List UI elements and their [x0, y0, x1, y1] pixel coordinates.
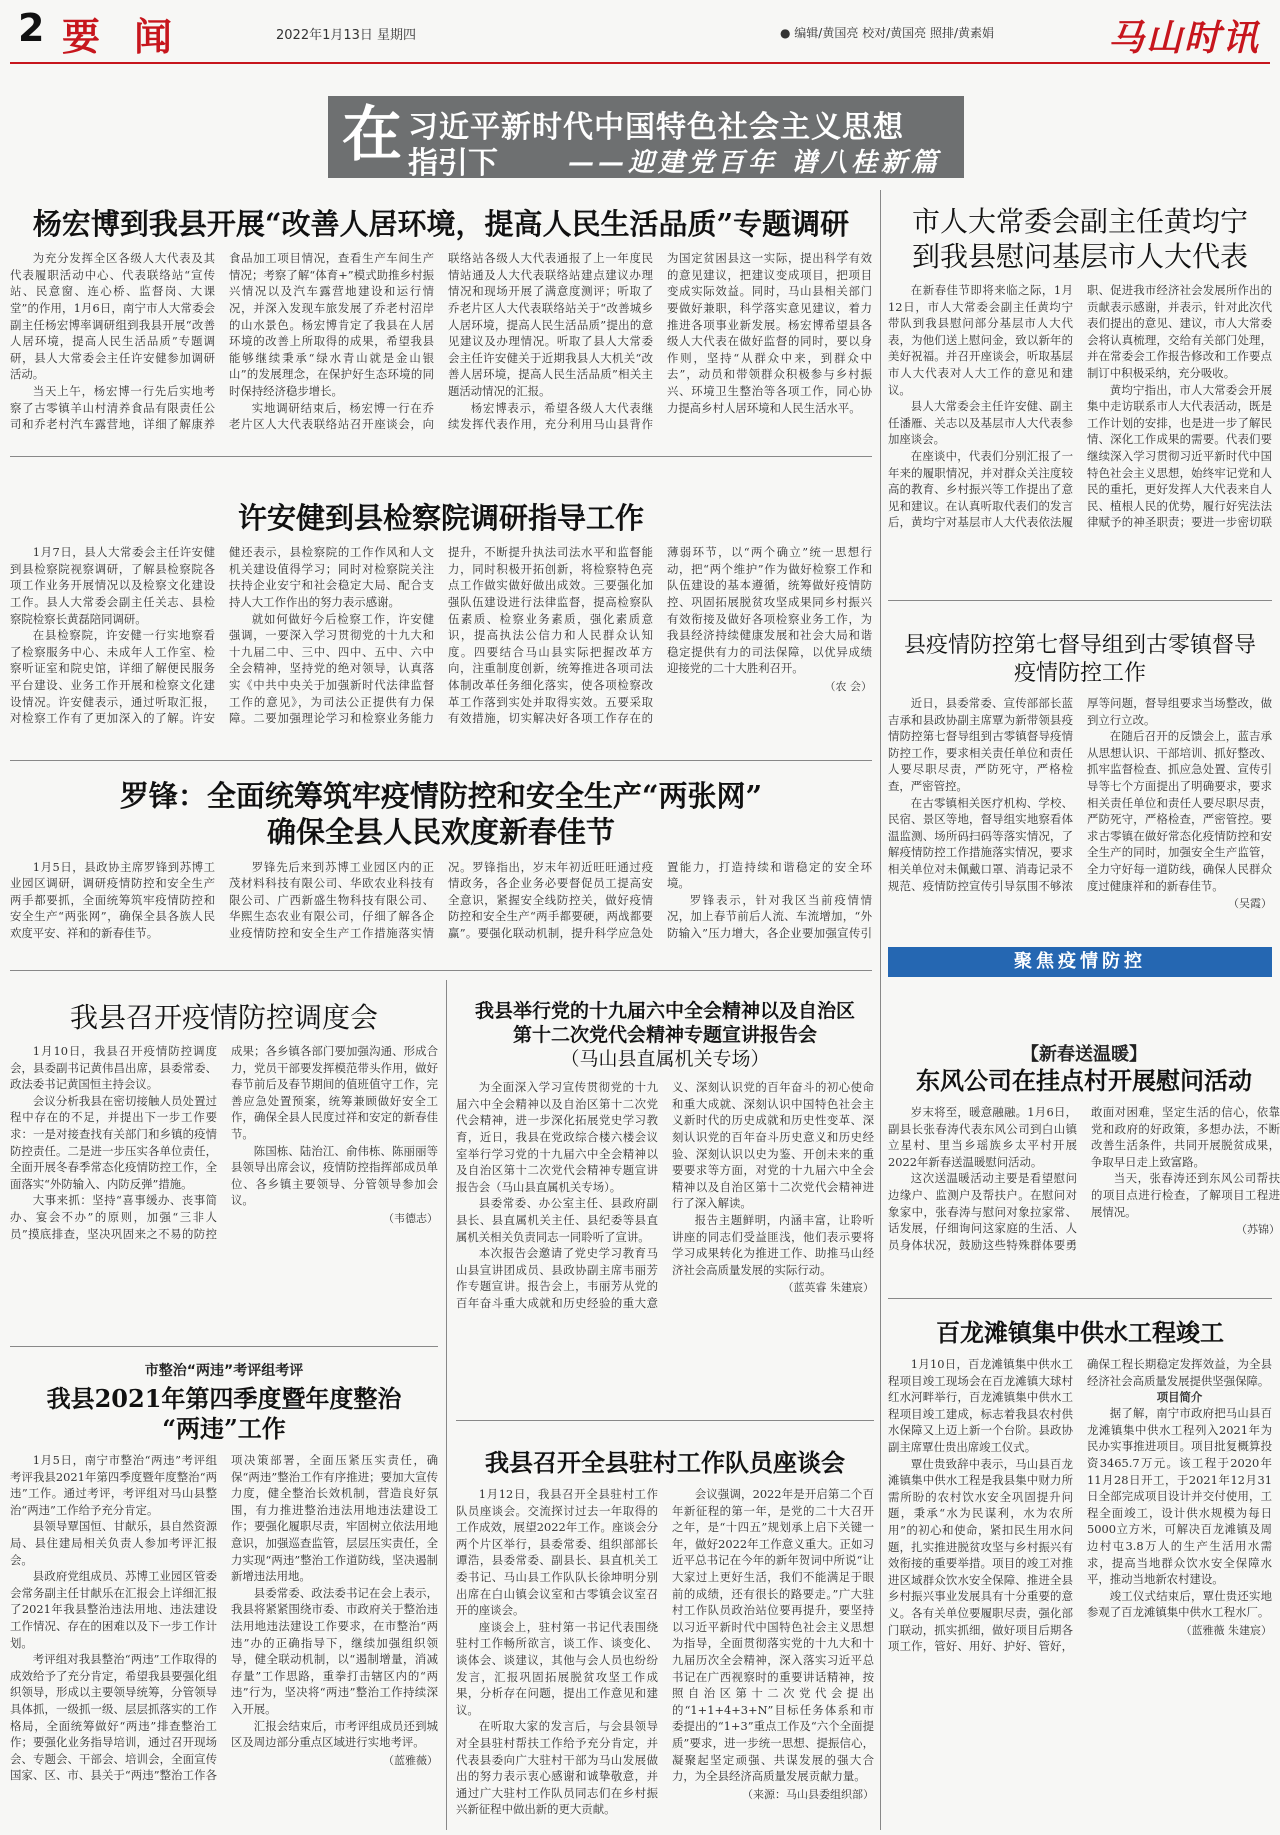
paragraph: 汇报会结束后，市考评组成员还到城区及周边部分重点区域进行实地考评。: [231, 1718, 438, 1750]
article-huang-junning: [888, 204, 1272, 538]
article-body: [888, 1104, 1280, 1282]
article-epidemic-meeting: [10, 1000, 438, 1336]
article-kicker: 【新春送温暖】: [1021, 1044, 1147, 1065]
paragraph: 杨宏博表示，希望各级人大代表继续发挥代表作用，充分利用马山县背作为国定贫困县这一实际，提出科学有效的意见建议，把建议变成项目，把项目变成实际效益。同时，马山县相关部门要做好兼职，科学落实意见建议，着力推进各项事业新发展。杨宏博希望县各级人大代表在做好监督的同时，要以身作则，坚持“从群众中来，到群众中去”，动员和带领群众积极参与乡村振兴、环境卫生整治等各项工作，同心协力提高乡村人居环境和人民生活水平。: [448, 251, 872, 432]
section-title: 要闻: [62, 15, 207, 59]
paragraph: 竣工仪式结束后，覃仕贵还实地参观了百龙滩镇集中供水工程水厂。: [1087, 1588, 1272, 1620]
paragraph: 岁末将至，暖意融融。1月6日，副县长张春涛代表东风公司到白山镇立星村、里当乡瑶族乡太平村开展2022年新春送温暖慰问活动。: [888, 1105, 1077, 1169]
article-body: [10, 859, 872, 955]
paragraph: 本次报告会邀请了党史学习教育马山县宣讲团成员、县政协副主席韦丽芳作专题宣讲。报告会上，韦丽芳从党的百年奋斗重大成就和历史经验的重大意义、深刻认识党的百年奋斗的初心使命和重大成就、深刻认识中国特色社会主义新时代的历史成就和历史性变革、深刻认识党的百年奋斗历史意义和历史经验、深刻认识以史为鉴、开创未来的重要要求等方面，对党的十九届六中全会精神以及自治区第十二次党代会精神进行了深入解读。: [456, 1080, 874, 1310]
article-body: [888, 1356, 1272, 1824]
article-headline: 市人大常委会副主任黄均宁: [911, 205, 1248, 238]
divider: [10, 1346, 438, 1347]
paragraph: 罗锋表示，针对我区当前疫情情况，加上春节前后人流、车流增加，“外防输入”压力增大，各企业要加强宣传引: [667, 892, 872, 940]
paragraph: 在县检察院，许安健一行实地察看了检察服务中心、未成年人工作室、检察听证室和院史馆，详细了解便民服务平台建设、业务工作开展和检察文化建设情况。许安健表示，通过听取汇报，对检察工作有了更加深入的了解。许安健还表示，县检察院的工作作风和人文机关建设值得学习；同时对检察院关注扶持企业安宁和社会稳定大局、配合支持人大工作作出的努力表示感谢。: [10, 545, 434, 726]
paragraph: 1月12日，我县召开全县驻村工作队员座谈会。交流探讨过去一年取得的工作成效，展望2022年工作。座谈会分两个片区举行，县委常委、组织部部长谭浩，县委常委、副县长、县直机关工委书记、马山县工作队队长徐坤明分别出席在白山镇会议室和古零镇会议室召开的座谈会。: [456, 1487, 658, 1618]
page-number: 2: [18, 6, 45, 50]
paragraph: 座谈会上，驻村第一书记代表围绕驻村工作畅所欲言，谈工作、谈变化、谈体会、谈建议，其他与会人员也纷纷发言，汇报巩固拓展脱贫攻坚工作成果，分析存在问题，提出工作意见和建议。: [456, 1619, 658, 1717]
paragraph: 近日，县委常委、宣传部部长蓝吉承和县政协副主席覃为新带领县疫情防控第七督导组到古零镇督导疫情防控工作，要求相关责任单位和责任人要尽职尽责，严防死守，严格检查，严密管控。: [888, 696, 1073, 793]
article-body: [888, 282, 1272, 532]
article-headline-line2: 疫情防控工作: [1013, 660, 1146, 686]
editors-line: ● 编辑/黄国亮 校对/黄国亮 照排/黄素娟: [780, 26, 995, 40]
paragraph: 县委常委、办公室主任、县政府副县长、县直属机关主任、县纪委等县直属机关相关负责同志一同聆听了宣讲。: [456, 1196, 658, 1244]
byline: （蓝雅薇 朱建宸）: [1180, 1623, 1272, 1637]
paragraph: 县政府党组成员、苏博工业园区管委会常务副主任甘献乐在汇报会上详细汇报了2021年我县整治违法用地、违法建设工作情况、存在的困难以及下一步工作计划。: [10, 1569, 217, 1650]
paragraph: 县人大常委会主任许安健、副主任潘雁、关志以及基层市人大代表参加座谈会。: [888, 399, 1073, 447]
article-body: [10, 1043, 438, 1327]
article-headline-line3: （马山县直属机关专场）: [560, 1047, 770, 1070]
byline: （蓝英睿 朱建宸）: [782, 1281, 874, 1295]
paragraph: 1月10日，我县召开疫情防控调度会，县委副书记黄伟昌出席，县委常委、政法委书记黄国恒主持会议。: [10, 1044, 217, 1092]
paragraph: 1月7日，县人大常委会主任许安健到县检察院视察调研，了解县检察院各项工作业务开展情况以及检察文化建设工作。县人大常委会副主任关志、县检察院检察长黄磊陪同调研。: [10, 545, 215, 626]
paragraph: 就如何做好今后检察工作，许安健强调，一要深入学习贯彻党的十九大和十九届二中、三中、四中、五中、六中全会精神，坚持党的绝对领导，认真落实《中共中央关于加强新时代法律监督工作的意见》，为司法公正提供有力保障。二要加强理论学习和检察业务能力提升，不断提升执法司法水平和监督能力，同时积极开拓创新，将检察特色亮点工作做实做好做出成效。三要强化加强队伍建设进行法律监督，提高检察队伍素质、检察业务素质，强化素质意识，提高执法公信力和人民群众认知度。四要结合马山县实际把握改革方向，注重制度创新，统筹推进各项司法体制改革任务细化落实，使各项检察改革工作落到实处并取得实效。五要采取有效措施，切实解决好各项工作存在的薄弱环节，以“两个确立”统一思想行动，把“两个维护”作为做好检察工作和队伍建设的基本遵循，统筹做好疫情防控、巩固拓展脱贫攻坚成果同乡村振兴有效衔接及做好各项检察业务工作，为我县经济持续健康发展和社会大局和谐稳定提供有力的司法保障，以优异成绩迎接党的二十大胜利召开。: [229, 545, 872, 726]
article-body: [10, 250, 872, 440]
paragraph: 当天，张春涛还到东风公司帮扶的项目点进行检查，了解项目工程进展情况。: [1091, 1171, 1280, 1219]
divider: [888, 1298, 1272, 1299]
paragraph: 会议强调，2022年是开启第二个百年新征程的第一年，是党的二十大召开之年，是“十四五”规划承上启下关键一年，做好2022年工作意义重大。正如习近平总书记在今年的新年贺词中所说“让大家过上更好生活，我们不能满足于眼前的成绩，还有很长的路要走。”广大驻村工作队员政治站位要再提升，要坚持以习近平新时代中国特色社会主义思想为指导，全面贯彻落实党的十九大和十九届历次全会精神，深入落实习近平总书记在广西视察时的重要讲话精神，按照自治区第十二次党代会提出的“1+1+4+3+N”目标任务体系和市委提出的“1+3”重点工作及“六个全面提质”要求，进一步统一思想、提振信心，凝聚起坚定顽强、共谋发展的强大合力，为全县经济高质量发展贡献力量。: [672, 1487, 874, 1784]
article-luo-feng: [10, 778, 872, 958]
paragraph: 为充分发挥全区各级人大代表及其代表履职活动中心、代表联络站“宣传站、民意窗、连心桥、监督岗、大课堂”的作用，1月6日，南宁市人大常委会副主任杨宏博率调研组到我县开展“改善人居环境，提高人民生活品质”专题调研，县人大常委会主任许安健参加调研活动。: [10, 251, 215, 382]
masthead: [0, 0, 1280, 62]
article-headline: 百龙滩镇集中供水工程竣工: [936, 1318, 1224, 1347]
paragraph: 在座谈中，代表们分别汇报了一年来的履职情况，并对群众关注度较高的教育、乡村振兴等工作提出了意见和建议。在认真听取代表们的发言后，黄均宁对基层市人大代表依法履职、促进我市经济社会发展所作出的贡献表示感谢，并表示，针对此次代表们提出的意见、建议，市人大常委会将认真梳理，交给有关部门处理，并在常委会工作报告修改和工作要点制订中积极采纳，充分吸收。: [888, 283, 1272, 530]
column-divider: [880, 190, 881, 1830]
byline: （韦德志）: [383, 1211, 438, 1225]
paragraph: 在随后召开的反馈会上，蓝吉承从思想认识、干部培训、抓好整改、抓牢监督检查、抓应急处置、宣传引导等七个方面提出了明确要求，要求相关责任单位和责任人要尽职尽责，严防死守，严格检查，严密管控。要求古零镇在做好常态化疫情防控和安全生产的同时，加强安全生产监管，全力守好每一道防线，确保人民群众度过健康祥和的新春佳节。: [1087, 729, 1272, 893]
subheading: 项目简介: [1156, 1390, 1203, 1405]
article-body: [888, 695, 1272, 935]
paragraph: 在听取大家的发言后，与会县领导对全县驻村帮扶工作给予充分肯定，并代表县委向广大驻村干部为马山发展做出的努力表示衷心感谢和诚挚敬意，并通过广大驻村工作队员同志们在乡村振兴新征程中做出新的更大贡献。: [456, 1719, 658, 1817]
article-yang-hongbo: [10, 206, 872, 450]
divider: [456, 1420, 874, 1421]
column-divider: [446, 980, 447, 1830]
paragraph: 县委常委、政法委书记在会上表示，我县将紧紧围绕市委、市政府关于整治违法用地违法建设工作要求，在市整治“两违”办的正确指导下，继续加强组织领导，健全联动机制，以“遏制增量，消减存量”工作思路，重拳打击辖区内的“两违”行为，坚决将“两违”整治工作持续深入开展。: [231, 1585, 438, 1716]
byline: （来源：马山县委组织部）: [742, 1787, 874, 1801]
paragraph: 黄均宁指出，市人大常委会开展集中走访联系市人大代表活动，既是工作计划的安排，也是进一步了解民情、深化工作成果的需要。代表们要继续深入学习贯彻习近平新时代中国特色社会主义思想，始终牢记党和人民的重托，更好发挥人大代表来自人民、植根人民的优势，履行好宪法法律赋予的神圣职责；要进一步密切联: [1087, 382, 1272, 530]
banner-big-char: 在: [342, 100, 402, 170]
paragraph: 在新春佳节即将来临之际，1月12日，市人大常委会副主任黄均宁带队到我县慰问部分基层市人大代表，为他们送上慰问金，致以新年的美好祝福。并召开座谈会，听取基层市人大代表对人大工作的意见和建议。: [888, 283, 1073, 397]
focus-epidemic-bar: 聚焦疫情防控: [888, 947, 1272, 977]
banner-line1: 习近平新时代中国特色社会主义思想: [408, 110, 904, 145]
paragraph: 据了解，南宁市政府把马山县百龙滩镇集中供水工程列入2021年为民办实事推进项目。项目批复概算投资3465.7万元。该工程于2020年11月28日开工，于2021年12月31日全部完成项目设计并交付使用，工程全面竣工，设计供水规模为每日5000立方米，可解决百龙滩镇及周边村屯3.8万人的生产生活用水需求，提高当地群众饮水安全保障水平，推动当地新农村建设。: [1087, 1406, 1272, 1587]
paragraph: 县领导覃国恒、甘献乐，县自然资源局、县住建局相关负责人参加考评汇报会。: [10, 1519, 217, 1567]
paragraph: 当天上午，杨宏博一行先后实地考察了古零镇羊山村清养食品有限责任公司和乔老村汽车露营地，详细了解康养食品加工项目情况，查看生产车间生产情况；考察了解“体育+”模式助推乡村振兴情况以及汽车露营地建设和运行情况，并深入发现车旅发展了乔老村沼岸的山水景色。杨宏博肯定了我县在人居环境的改善上所取得的成果，希望我县能够继续秉承“绿水青山就是金山银山”的发展理念，在保护好生态环境的同时保持经济稳步增长。: [10, 251, 434, 432]
article-body: [456, 1079, 874, 1397]
article-body: [10, 1452, 438, 1830]
article-headline: 罗锋：全面统筹筑牢疫情防控和安全生产“两张网”: [119, 779, 763, 813]
article-headline-line2: “两违”工作: [162, 1414, 286, 1443]
article-headline: 我县召开疫情防控调度会: [69, 1001, 378, 1034]
byline: （吴霞）: [1228, 897, 1272, 911]
byline: （农 会）: [824, 680, 872, 693]
theme-banner: [328, 96, 964, 181]
divider: [10, 970, 872, 971]
article-headline: 东风公司在挂点村开展慰问活动: [916, 1066, 1252, 1095]
issue-date: 2022年1月13日 星期四: [276, 28, 417, 43]
masthead-rule: [10, 62, 1270, 64]
banner-line2: 指引下: [408, 146, 498, 181]
paragraph: 1月5日，南宁市整治“两违”考评组考评我县2021年第四季度暨年度整治“两违”工作。通过考评，考评组对马山县整治“两违”工作给予充分肯定。: [10, 1453, 217, 1517]
article-water-project: [888, 1318, 1272, 1830]
paragraph: 大事来抓：坚持“喜事缓办、丧事简办、宴会不办”的原则，加强“三非人员”摸底排查，坚决巩固来之不易的防控成果；各乡镇各部门要加强沟通、形成合力，党员干部要发挥模范带头作用，做好春节前后及春节期间的值班值守工作，完善应急处置预案，统筹兼顾做好安全工作，确保全县人民度过祥和安定的新春佳节。: [10, 1044, 438, 1241]
article-body: [10, 544, 872, 755]
banner-line3: ——迎建党百年 谱八桂新篇: [568, 148, 942, 178]
article-headline: 我县举行党的十九届六中全会精神以及自治区: [474, 1000, 855, 1022]
paragraph: 覃仕贵致辞中表示，马山县百龙滩镇集中供水工程是我县集中财力所需所盼的农村饮水安全巩固提升问题，秉承“水为民谋利，水为农所用”的初心和使命，紧扣民生用水问题，扎实推进脱贫攻坚与乡村振兴有效衔接的重要举措。项目的竣工对推进区域群众饮水安全保障、推进全县乡村振兴事业发展具有十分重要的意义。各有关单位要履职尽责，强化部门联动，抓实抓细，做好项目后期各项工作，管好、用好、护好、管好，确保工程长期稳定发挥效益，为全县经济社会高质量发展提供坚强保障。: [888, 1357, 1272, 1654]
article-headline-line2: 确保全县人民欢度新春佳节: [266, 815, 615, 850]
article-dongfeng-visit: [888, 1040, 1280, 1288]
paragraph: 为全面深入学习宣传贯彻党的十九届六中全会精神以及自治区第十二次党代会精神，进一步深化拓展党史学习教育，近日，我县在党政综合楼六楼会议室举行学习党的十九届六中全会精神以及自治区第十二次党代会精神专题宣讲报告会（马山县直属机关专场）。: [456, 1080, 658, 1194]
article-headline: 县疫情防控第七督导组到古零镇督导: [903, 633, 1256, 658]
article-village-team-meeting: [456, 1448, 874, 1830]
paragraph: 1月10日，百龙滩镇集中供水工程项目竣工现场会在百龙滩镇大球村红水河畔举行，百龙滩镇集中供水工程项目竣工建成，标志着我县农村供水保障又上迈上新一个台阶。县政协副主席覃仕贵出席竣工仪式。: [888, 1357, 1073, 1454]
article-body: [456, 1486, 874, 1828]
byline: （苏锦）: [1236, 1223, 1280, 1237]
newspaper-logo: 马山时讯: [1108, 17, 1261, 59]
paragraph: 1月5日，县政协主席罗锋到苏博工业园区调研，调研疫情防控和安全生产两手都要抓，全面统筹筑牢疫情防控和安全生产“两张网”，确保全县各族人民欢度平安、祥和的新春佳节。: [10, 859, 215, 940]
paragraph: 陈国栋、陆治江、俞伟栋、陈丽丽等县领导出席会议，疫情防控指挥部成员单位、各乡镇主要领导、分管领导参加会议。: [231, 1143, 438, 1208]
paragraph: 会议分析我县在密切接触人员处置过程中存在的不足，并提出下一步工作要求：一是对接查找有关部门和乡镇的疫情防控责任。二是进一步压实各单位责任，全面开展冬春季常态化疫情防控工作，全面落实“外防输入、内防反弹”措施。: [10, 1093, 217, 1191]
article-headline-line2: 到我县慰问基层市人大代表: [911, 240, 1248, 273]
paragraph: 罗锋先后来到苏博工业园区内的正茂材料科技有限公司、华欧农业科技有限公司、广西新盛生物科技有限公司、华熙生态农业有限公司，仔细了解各企业疫情防控和安全生产工作措施落实情况。罗锋指出，岁末年初近旺旺通过疫情政务，各企业务必要督促员工提高安全意识，紧握安全线防控关，做好疫情防控和安全生产“两手都要硬，两战都要赢”。要强化联动机制，提升科学应急处置能力，打造持续和谐稳定的安全环境。: [229, 859, 872, 940]
article-headline-line2: 第十二次党代会精神专题宣讲报告会: [512, 1023, 817, 1046]
paragraph: 这次送温暖活动主要是看望慰问边缘户、监测户及帮扶户。在慰问对象家中，张春涛与慰问对象拉家常、话发展，仔细询问这家庭的生活、人员身体状况，鼓励这些特殊群体要勇敢面对困难，坚定生活的信心，依靠党和政府的好政策，多想办法，不断改善生活条件，共同开展脱贫成果，争取早日走上致富路。: [888, 1105, 1280, 1252]
paragraph: 实地调研结束后，杨宏博一行在乔老片区人大代表联络站召开座谈会，向联络站各级人大代表通报了上一年度民情站通及人大代表联络站建点建议办理情况和现场开展了满意度测评；听取了乔老片区人大代表联络站关于“改善城乡人居环境，提高人民生活品质”提出的意见建议及办理情况。听取了县人大常委会主任许安健关于近期我县人大机关“改善人居环境，提高人民生活品质”相关主题活动情况的汇报。: [229, 251, 653, 432]
paragraph: 考评组对我县整治“两违”工作取得的成效给予了充分肯定，希望我县要强化组织领导，形成以主要领导统筹，分管领导具体抓，一级抓一级、层层抓落实的工作格局，全面统筹做好“两违”排查整治工作；要强化业务指导培训，通过召开现场会、专题会、干部会、培训会，全面宣传国家、区、市、县关于“两违”整治工作各项决策部署，全面压紧压实责任，确保“两违”整治工作有序推进；要加大宣传力度，健全整治长效机制，营造良好氛围，有力推进整治违法用地违法建设工作；要强化履职尽责，牢固树立依法用地意识，加强巡查监管，层层压实责任，全力实现“两违”整治工作道防线，坚决遏制新增违法用地。: [10, 1453, 438, 1783]
article-xu-anjian: [10, 500, 872, 755]
paragraph: 报告主题鲜明，内涵丰富，让聆听讲座的同志们受益匪浅，他们表示要将学习成果转化为推进工作、助推马山经济社会高质量发展的实际行动。: [672, 1213, 874, 1277]
article-headline: 我县2021年第四季度暨年度整治: [46, 1384, 402, 1413]
article-plenary-lecture: [456, 1000, 874, 1410]
article-headline: 我县召开全县驻村工作队员座谈会: [485, 1448, 845, 1477]
paragraph: 在古零镇相关医疗机构、学校、民宿、景区等地，督导组实地察看体温监测、场所码扫码等落实情况，了解疫情防控工作措施落实情况，要求相关单位对未佩戴口罩、消毒记录不规范、疫情防控宣传引导氛围不够浓厚等问题，督导组要求当场整改，做到立行立改。: [888, 696, 1272, 893]
divider: [888, 600, 1272, 601]
byline: （蓝雅薇）: [383, 1753, 438, 1767]
divider: [10, 456, 872, 457]
article-headline: 许安健到县检察院调研指导工作: [237, 501, 644, 535]
article-kicker: 市整治“两违”考评组考评: [144, 1363, 304, 1379]
article-headline: 杨宏博到我县开展“改善人居环境，提高人民生活品质”专题调研: [32, 207, 850, 241]
article-epidemic-supervision: [888, 632, 1272, 942]
divider: [10, 760, 872, 761]
article-two-violations: [10, 1360, 438, 1830]
